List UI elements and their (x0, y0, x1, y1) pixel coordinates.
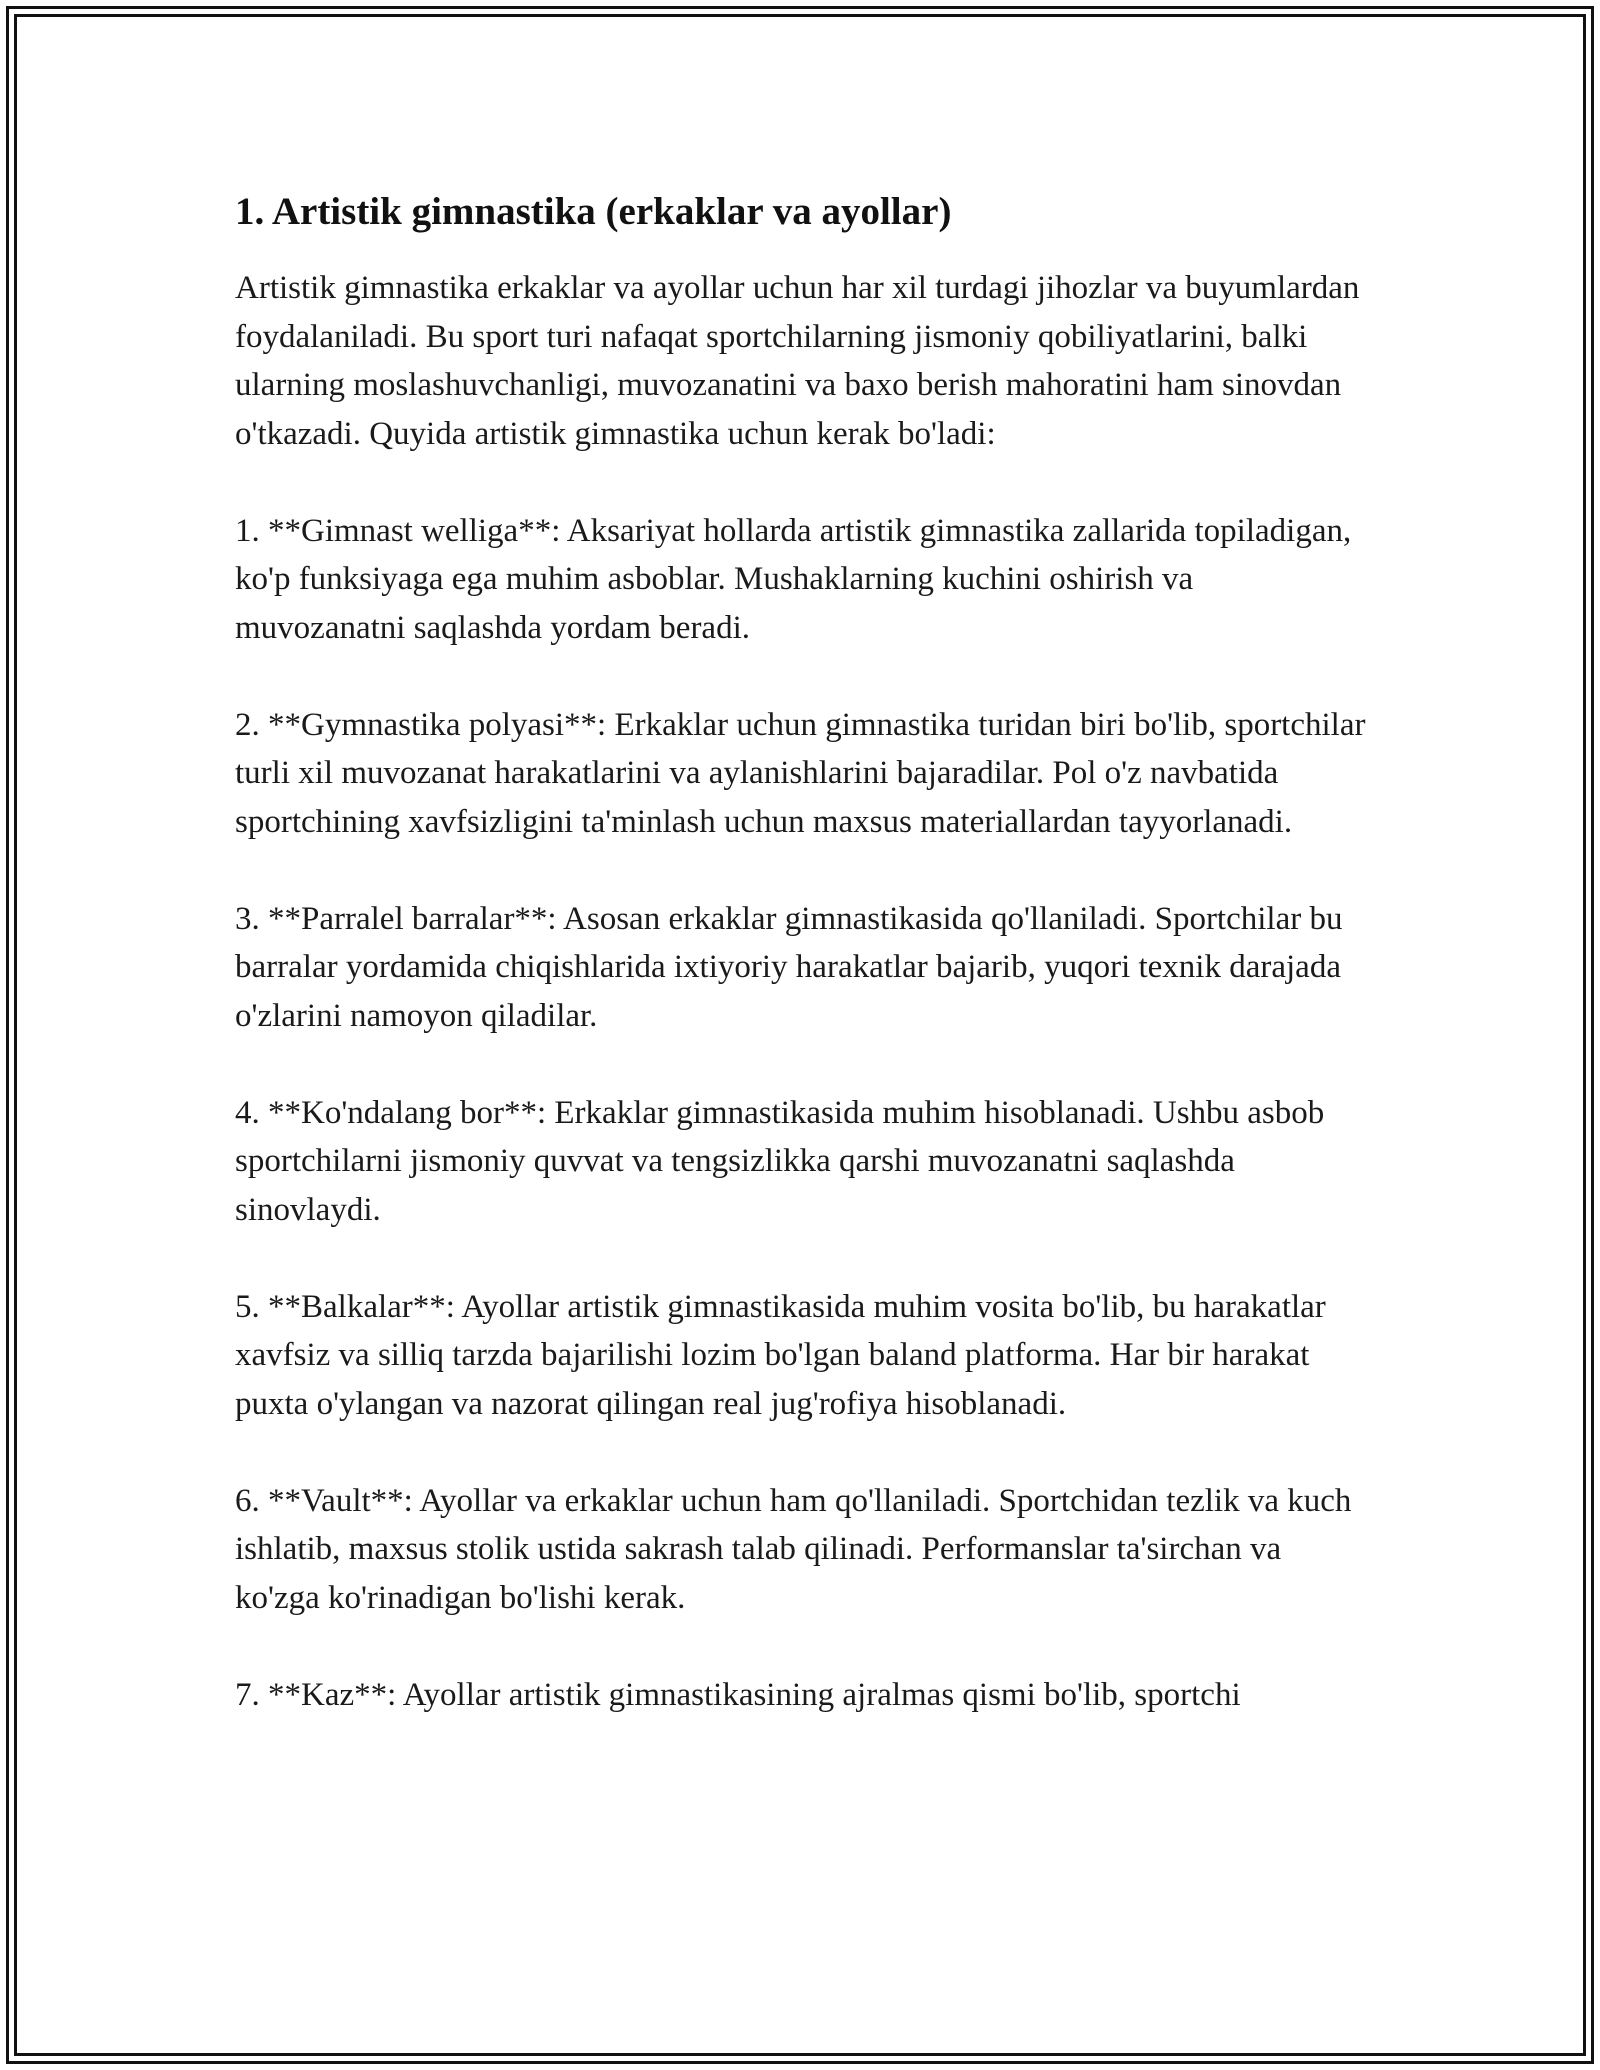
intro-paragraph: Artistik gimnastika erkaklar va ayollar uchun har xil turdagi jihozlar va buyumlardan foydalaniladi. Bu sport turi nafaqat sportchilarning jismoniy qobiliyatlarini, balki ularning moslashuvchanligi, muvozanatini va baxo berish mahoratini ham sinovdan o'tkazadi. Quyida artistik gimnastika uchun kerak bo'ladi: (235, 270, 1360, 452)
list-item-5: 5. **Balkalar**: Ayollar artistik gimnastikasida muhim vosita bo'lib, bu harakatlar xavfsiz va silliq tarzda bajarilishi lozim bo'lgan baland platforma. Har bir harakat puxta o'ylangan va nazorat qilingan real jug'rofiya hisoblanadi. (235, 1288, 1326, 1422)
list-item-6: 6. **Vault**: Ayollar va erkaklar uchun ham qo'llaniladi. Sportchidan tezlik va kuch ishlatib, maxsus stolik ustida sakrash talab qilinadi. Performanslar ta'sirchan va ko'zga ko'rinadigan bo'lishi kerak. (235, 1482, 1352, 1616)
list-item-4: 4. **Ko'ndalang bor**: Erkaklar gimnastikasida muhim hisoblanadi. Ushbu asbob sportchilarni jismoniy quvvat va tengsizlikka qarshi muvozanatni saqlashda sinovlaydi. (235, 1094, 1325, 1228)
document-title: 1. Artistik gimnastika (erkaklar va ayollar) (235, 190, 952, 233)
list-item-1: 1. **Gimnast welliga**: Aksariyat hollarda artistik gimnastika zallarida topiladigan, ko'p funksiyaga ega muhim asboblar. Mushaklarning kuchini oshirish va muvozanatni saqlashda yordam beradi. (235, 512, 1352, 646)
list-item-3: 3. **Parralel barralar**: Asosan erkaklar gimnastikasida qo'llaniladi. Sportchilar bu barralar yordamida chiqishlarida ixtiyoriy harakatlar bajarib, yuqori texnik darajada o'zlarini namoyon qiladilar. (235, 900, 1343, 1034)
list-item-7: 7. **Kaz**: Ayollar artistik gimnastikasining ajralmas qismi bo'lib, sportchi (235, 1676, 1241, 1713)
document-body (235, 186, 1370, 1768)
list-item-2: 2. **Gymnastika polyasi**: Erkaklar uchun gimnastika turidan biri bo'lib, sportchilar turli xil muvozanat harakatlarini va aylanishlarini bajaradilar. Pol o'z navbatida sportchining xavfsizligini ta'minlash uchun maxsus materiallardan tayyorlanadi. (235, 706, 1366, 840)
